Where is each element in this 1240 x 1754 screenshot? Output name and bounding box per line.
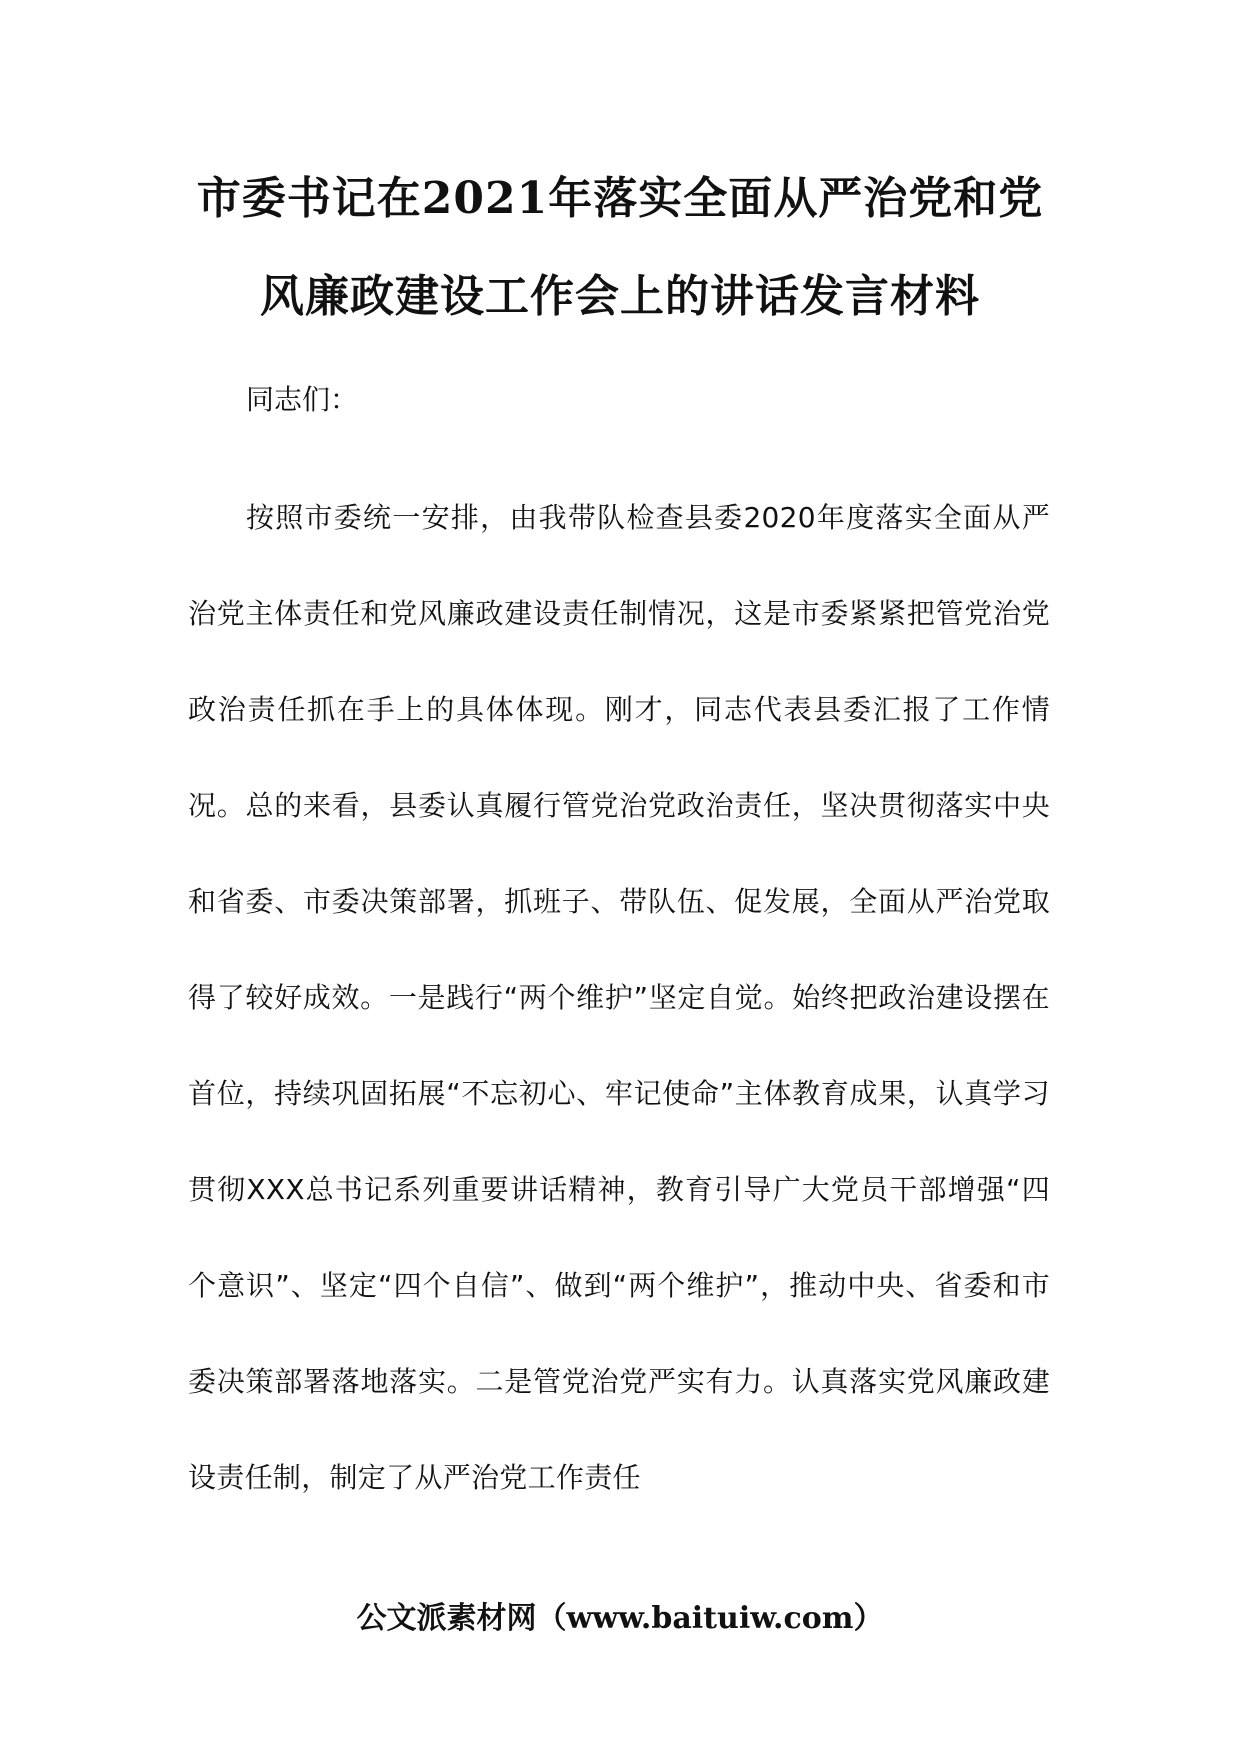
footer-watermark: 公文派素材网（www.baituiw.com） (356, 1601, 884, 1636)
title-line-2: 风廉政建设工作会上的讲话发言材料 (260, 271, 980, 322)
title-line-1: 市委书记在2021年落实全面从严治党和党 (196, 173, 1044, 224)
body-paragraph: 按照市委统一安排，由我带队检查县委2020年度落实全面从严治党主体责任和党风廉政建设责任制情况，这是市委紧紧把管党治党政治责任抓在手上的具体体现。刚才，同志代表县委汇报了工作情况。总的来看，县委认真履行管党治党政治责任，坚决贯彻落实中央和省委、市委决策部署，抓班子、带队伍、促发展，全面从严治党取得了较好成效。一是践行“两个维护”坚定自觉。始终把政治建设摆在首位，持续巩固拓展“不忘初心、牢记使命”主体教育成果，认真学习贯彻XXX总书记系列重要讲话精神，教育引导广大党员干部增强“四个意识”、坚定“四个自信”、做到“两个维护”，推动中央、省委和市委决策部署落地落实。二是管党治党严实有力。认真落实党风廉政建设责任制，制定了从严治党工作责任 (188, 501, 1050, 1494)
greeting: 同志们： (246, 383, 359, 416)
document-title (150, 150, 1090, 346)
